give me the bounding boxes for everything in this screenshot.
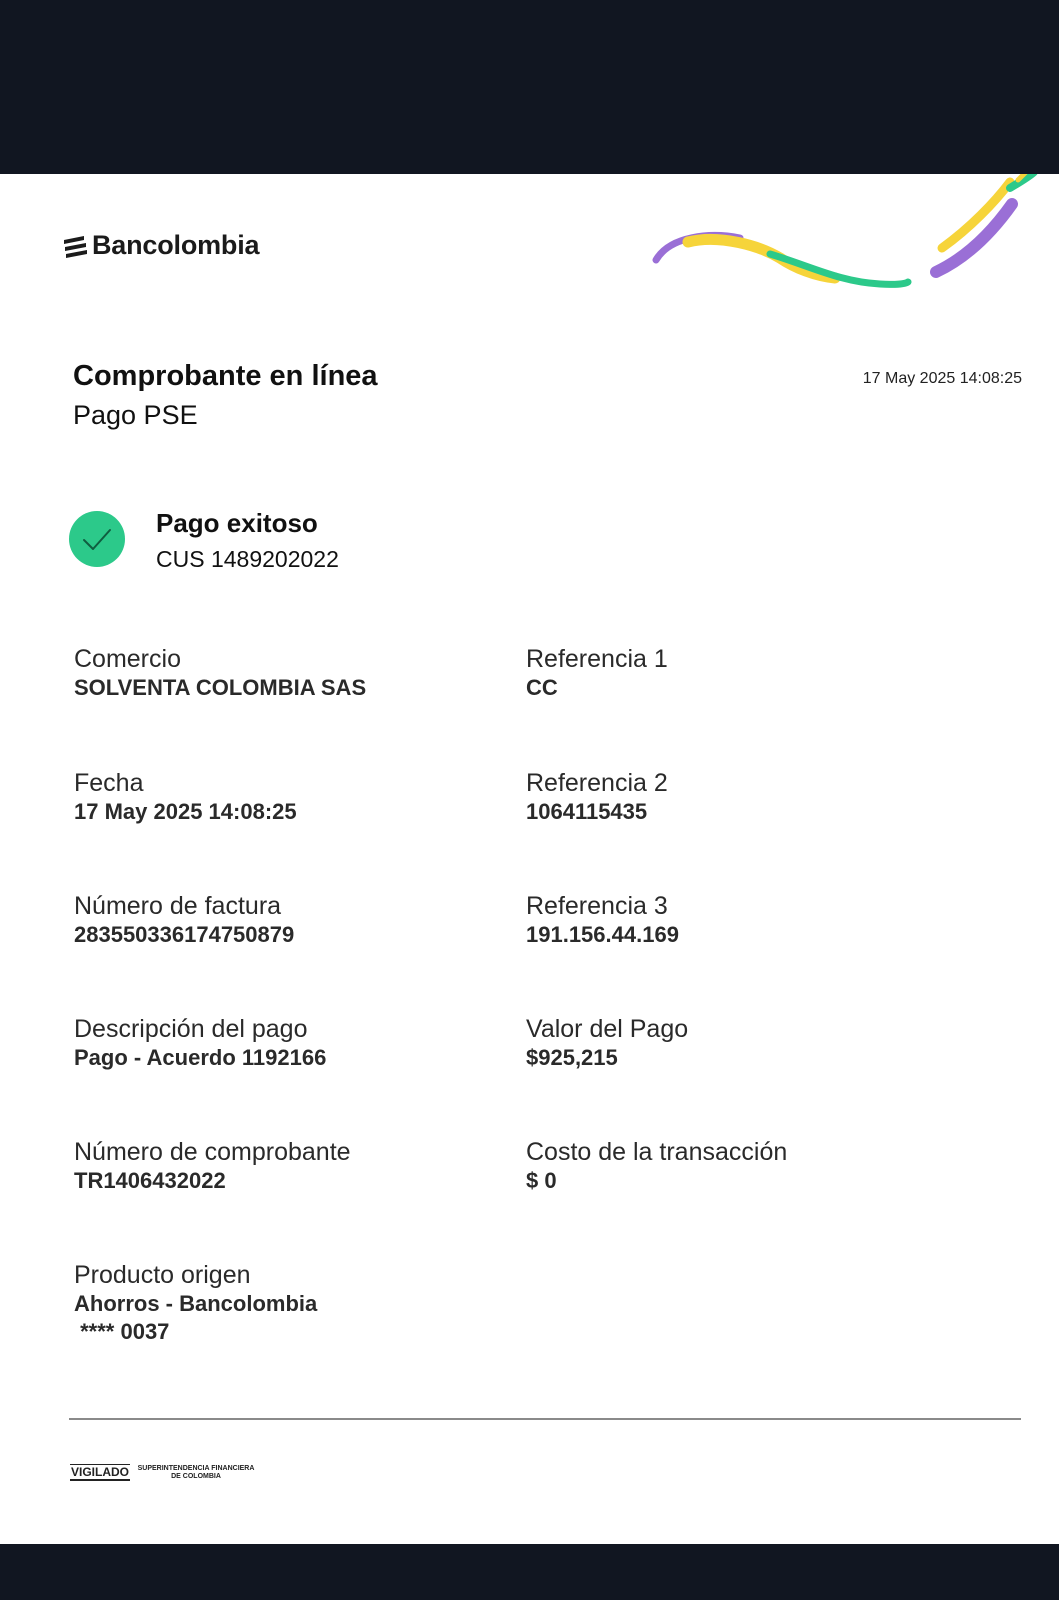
- footer-divider: [69, 1418, 1021, 1420]
- field-label: Referencia 3: [526, 892, 668, 920]
- field-producto-origen: [74, 1260, 317, 1346]
- field-value: $ 0: [526, 1168, 557, 1193]
- receipt-document: [0, 174, 1059, 1544]
- page-subtitle: Pago PSE: [73, 400, 198, 430]
- field-value: 191.156.44.169: [526, 922, 679, 947]
- header-datetime: 17 May 2025 14:08:25: [862, 370, 1022, 387]
- bottom-dark-band: [0, 1544, 1059, 1600]
- check-circle-icon: [68, 510, 126, 568]
- status-title: Pago exitoso: [156, 508, 318, 538]
- field-value: TR1406432022: [74, 1168, 226, 1193]
- top-dark-band: [0, 0, 1059, 174]
- field-value: Pago - Acuerdo 1192166: [74, 1045, 327, 1070]
- field-value: CC: [526, 675, 558, 700]
- field-value: 1064115435: [526, 799, 648, 824]
- page-title: Comprobante en línea: [73, 360, 378, 392]
- status-cus: CUS 1489202022: [156, 546, 339, 572]
- field-value: $925,215: [526, 1045, 618, 1070]
- field-numero-comprobante: [74, 1137, 351, 1195]
- field-label: Referencia 1: [526, 645, 668, 673]
- field-referencia-3: [526, 891, 679, 949]
- field-label: Fecha: [74, 769, 144, 797]
- field-referencia-2: [526, 768, 668, 826]
- field-value: SOLVENTA COLOMBIA SAS: [74, 675, 367, 700]
- field-account-number: **** 0037: [74, 1319, 170, 1344]
- vigilado-seal: [70, 1464, 258, 1481]
- field-label: Número de factura: [74, 892, 282, 920]
- field-value: 17 May 2025 14:08:25: [74, 799, 297, 824]
- field-referencia-1: [526, 644, 668, 702]
- field-descripcion: [74, 1014, 326, 1072]
- bancolombia-logo: [62, 230, 259, 261]
- field-valor-pago: [526, 1014, 688, 1072]
- vigilado-word: VIGILADO: [71, 1465, 130, 1479]
- field-numero-factura: [74, 891, 294, 949]
- field-label: Producto origen: [74, 1261, 251, 1289]
- vigilado-entity-line2: DE COLOMBIA: [171, 1472, 221, 1480]
- field-label: Comercio: [74, 645, 181, 673]
- field-comercio: [74, 644, 366, 702]
- field-fecha: [74, 768, 297, 826]
- vigilado-entity-line1: SUPERINTENDENCIA FINANCIERA: [137, 1464, 255, 1472]
- field-costo-transaccion: [526, 1137, 787, 1195]
- decorative-brand-ribbon: [650, 174, 1059, 304]
- field-label: Número de comprobante: [74, 1138, 351, 1166]
- field-label: Descripción del pago: [74, 1015, 308, 1043]
- field-label: Valor del Pago: [526, 1015, 689, 1043]
- brand-name: Bancolombia: [92, 230, 260, 260]
- field-value: Ahorros - Bancolombia: [74, 1291, 318, 1316]
- vigilado-entity: [134, 1465, 258, 1481]
- field-value: 283550336174750879: [74, 922, 295, 947]
- bancolombia-logo-icon: [62, 234, 88, 258]
- field-label: Referencia 2: [526, 769, 668, 797]
- field-label: Costo de la transacción: [526, 1138, 788, 1166]
